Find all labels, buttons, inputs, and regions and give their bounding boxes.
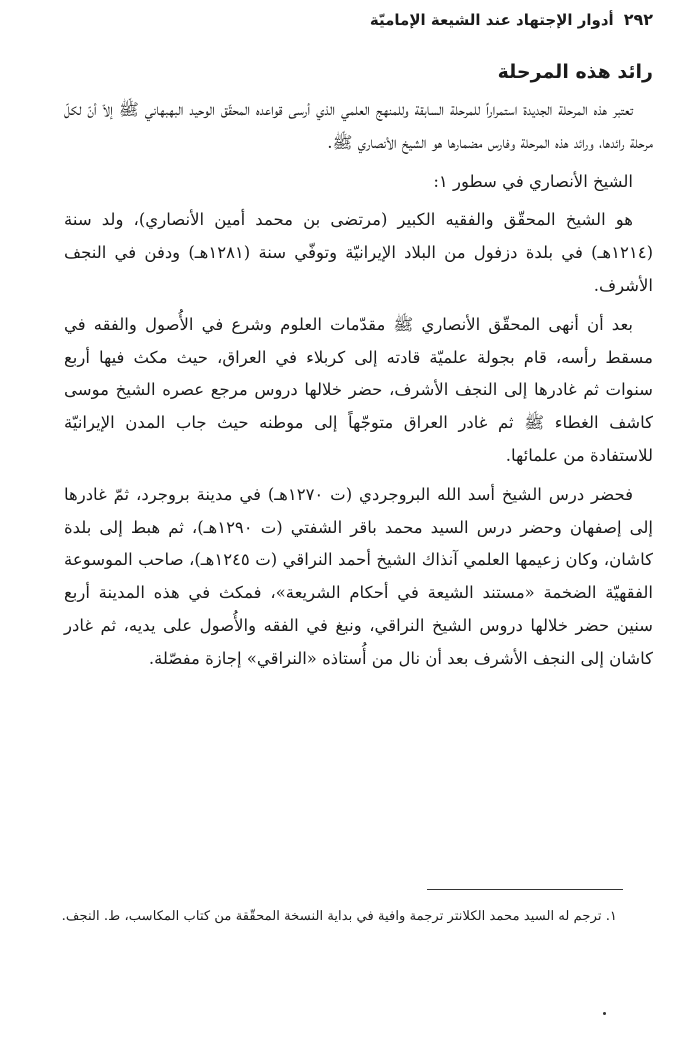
footnote-divider xyxy=(427,889,623,890)
footnote: ١. ترجم له السيد محمد الكلانتر ترجمة وافية في بداية النسخة المحقّقة من كتاب المكاسب، ط. النجف. xyxy=(61,909,617,924)
body-text xyxy=(64,94,653,676)
paragraph: فحضر درس الشيخ أسد الله البروجردي (ت ١٢٧٠هـ) في مدينة بروجرد، ثمّ غادرها إلى إصفهان وحضر درس السيد محمد باقر الشفتي (ت ١٢٩٠هـ)، ثم هبط إلى بلدة كاشان، وكان زعيمها العلمي آنذاك الشيخ أحمد النراقي (ت ١٢٤٥هـ)، صاحب الموسوعة الفقهيّة الضخمة «مستند الشيعة في أحكام الشريعة»، فمكث في هذه المدينة أربع سنين حضر خلالها دروس الشيخ النراقي، ونبغ في الفقه والأُصول على يديه، ثم غادر كاشان إلى النجف الأشرف بعد أن نال من أُستاذه «النراقي» إجازة مفصّلة. xyxy=(64,484,653,668)
section-title: رائد هذه المرحلة xyxy=(497,61,653,83)
page-mark xyxy=(603,1012,606,1015)
running-title: أدوار الإجتهاد عند الشيعة الإماميّة xyxy=(369,11,614,29)
footnotes xyxy=(58,904,617,929)
paragraph: هو الشيخ المحقّق والفقيه الكبير (مرتضى بن محمد أمين الأنصاري)، ولد سنة (١٢١٤هـ) في بلدة دزفول من البلاد الإيرانيّة وتوفّي سنة (١٢٨١هـ) ودفن في النجف الأشرف. xyxy=(64,210,653,295)
paragraph: الشيخ الأنصاري في سطور ١: xyxy=(433,171,633,191)
paragraph: تعتبر هذه المرحلة الجديدة استمراراً للمرحلة السابقة وللمنهج العلمي الذي أرسى قواعده المحقّق الوحيد البهبهاني ﷺ إلاّ أنّ لكلّ مرحلة رائدها، ورائد هذه المرحلة وفارس مضمارها هو الشيخ الأنصاري ﷺ. xyxy=(64,100,653,152)
running-head xyxy=(64,8,653,32)
paragraph: بعد أن أنهى المحقّق الأنصاري ﷺ مقدّمات العلوم وشرع في الأُصول والفقه في مسقط رأسه، قام بجولة علميّة قادته إلى كربلاء في العراق، حيث مكث فيها أربع سنوات ثم غادرها إلى النجف الأشرف، حضر خلالها دروس مرجع عصره الشيخ موسى كاشف الغطاء ﷺ ثم غادر العراق متوجّهاً إلى موطنه حيث جاب المدن الإيرانيّة للاستفادة من علمائها. xyxy=(64,314,653,465)
page-number: ٢٩٢ xyxy=(623,10,653,29)
